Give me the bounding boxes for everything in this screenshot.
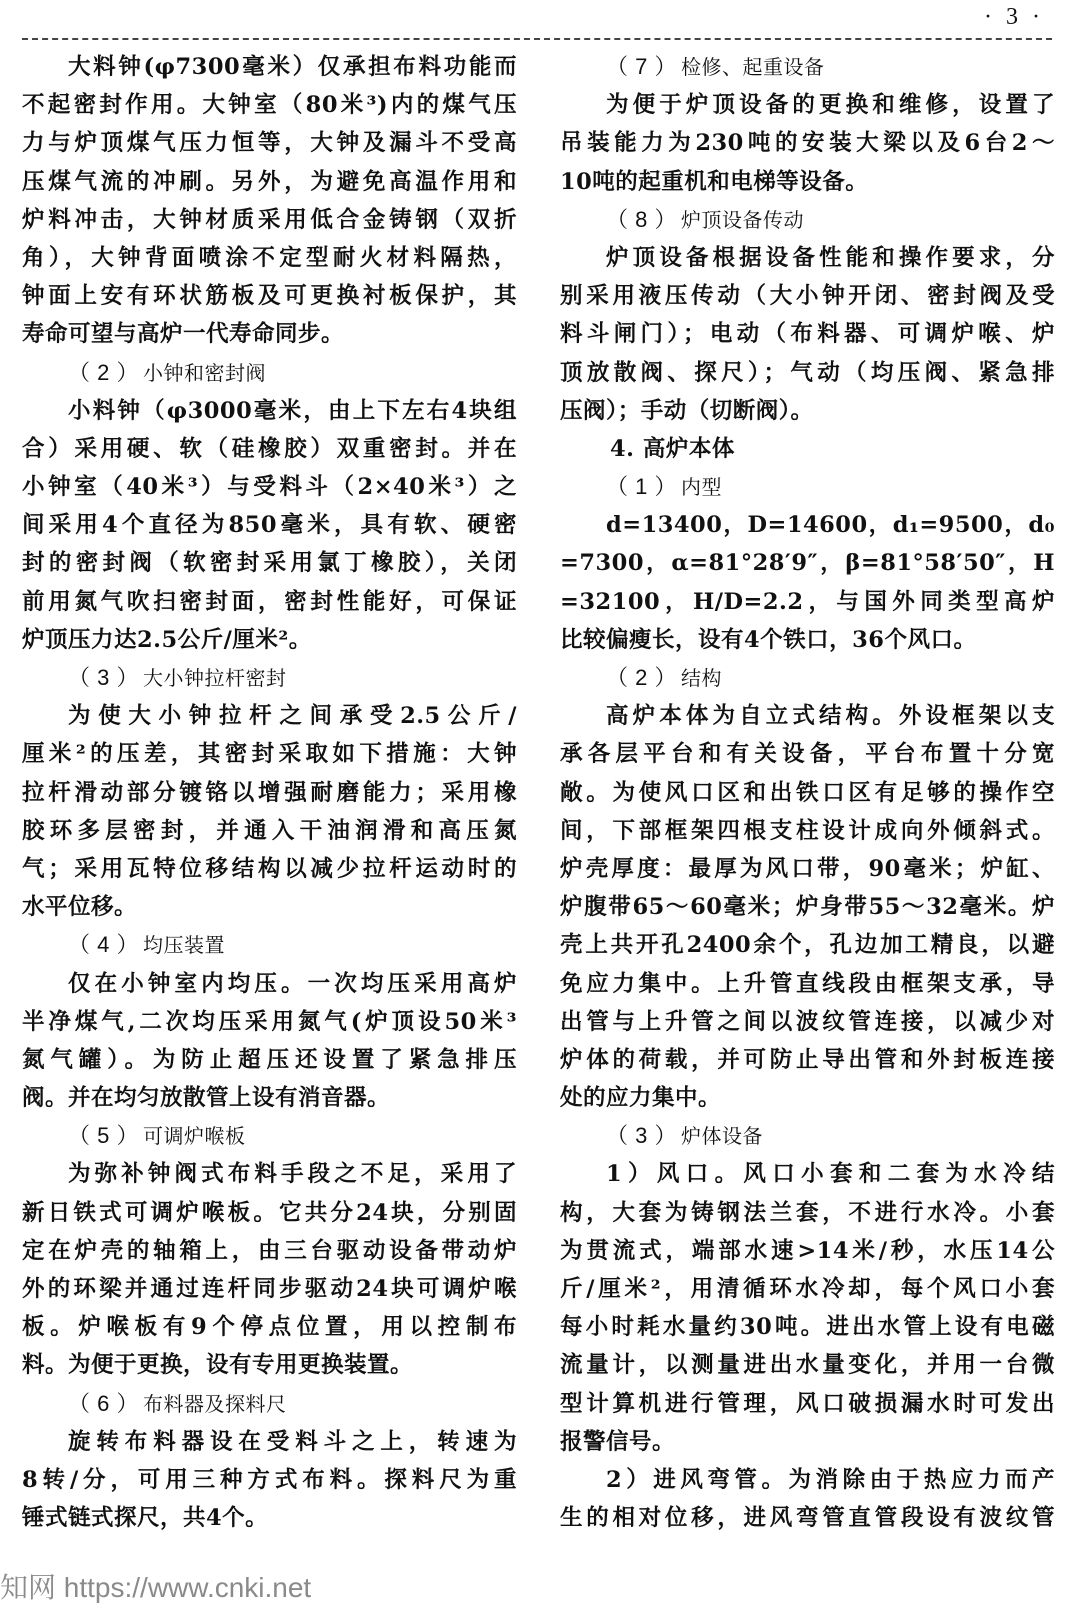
paragraph-first-line: 炉顶设备根据设备性能和操作要求，分	[606, 244, 1055, 271]
text-line: 力与炉顶煤气压力恒等，大钟及漏斗不受高	[22, 130, 517, 157]
subsection-title: 均压装置	[142, 933, 225, 958]
paragraph-first-line: 大料钟(φ7300毫米）仅承担布料功能而	[68, 54, 517, 80]
paragraph-first-line: 旋转布料器设在受料斗之上，转速为	[68, 1428, 517, 1455]
paragraph-last-line: 水平位移。	[22, 894, 138, 921]
subsection-title: 炉顶设备传动	[680, 207, 804, 232]
text-line: 半净煤气,二次均压采用氮气(炉顶设50米³	[22, 1008, 517, 1035]
text-line: 壳上共开孔2400余个，孔边加工精良，以避	[560, 932, 1055, 959]
text-line: 胶环多层密封，并通入干油润滑和高压氮	[22, 817, 517, 844]
right-column	[560, 48, 1055, 1537]
subsection-heading	[560, 201, 1055, 239]
subsection-heading	[22, 1117, 517, 1155]
text-line: 合）采用硬、软（硅橡胶）双重密封。并在	[22, 435, 517, 462]
text-line: 不起密封作用。大钟室（80米³)内的煤气压	[22, 92, 517, 119]
subsection-number: （ 8 ）	[606, 206, 677, 232]
text-line: 定在炉壳的轴箱上，由三台驱动设备带动炉	[22, 1237, 517, 1264]
cnki-watermark: 知网 https://www.cnki.net	[0, 1572, 312, 1603]
subsection-heading	[560, 1117, 1055, 1155]
paragraph-first-line: 为使大小钟拉杆之间承受2.5公斤/	[68, 703, 517, 730]
text-line: 8转/分，可用三种方式布料。探料尺为重	[22, 1466, 517, 1493]
header-rule	[22, 38, 1052, 40]
paragraph-last-line: 压阀）；手动（切断阀）。	[560, 397, 814, 424]
subsection-title: 可调炉喉板	[142, 1124, 246, 1149]
text-line: 外的环梁并通过连杆同步驱动24块可调炉喉	[22, 1276, 517, 1302]
subsection-number: （ 3 ）	[68, 665, 139, 690]
subsection-number: （ 5 ）	[68, 1123, 139, 1149]
text-line: 间，下部框架四根支柱设计成向外倾斜式。	[560, 817, 1055, 844]
paragraph-last-line: 锤式链式探尺，共4个。	[22, 1505, 269, 1532]
text-line: =7300，α=81°28′9″，β=81°58′50″，H	[560, 550, 1055, 577]
subsection-heading	[560, 468, 1055, 506]
subsection-title: 大小钟拉杆密封	[142, 666, 287, 690]
paragraph-first-line: d=13400，D=14600，d₁=9500，d₀	[606, 512, 1055, 539]
left-column	[22, 48, 517, 1537]
subsection-number: （ 2 ）	[68, 359, 139, 385]
subsection-number: （ 2 ）	[606, 665, 677, 690]
subsection-heading	[22, 1385, 517, 1423]
paragraph-first-line: 高炉本体为自立式结构。外设框架以支	[606, 703, 1055, 730]
paragraph-first-line: 小料钟（φ3000毫米，由上下左右4块组	[68, 397, 517, 424]
text-line: 炉体的荷载，并可防止导出管和外封板连接	[560, 1046, 1055, 1073]
text-line: 角），大钟背面喷涂不定型耐火材料隔热，	[22, 244, 517, 271]
subsection-heading	[560, 659, 1055, 697]
paragraph-last-line: 报警信号。	[560, 1428, 676, 1455]
paragraph-last-line: 寿命可望与高炉一代寿命同步。	[22, 321, 345, 348]
text-line: 氮气罐）。为防止超压还设置了紧急排压	[22, 1046, 517, 1073]
text-line: 炉腹带65～60毫米；炉身带55～32毫米。炉	[560, 894, 1055, 921]
subsection-heading	[22, 659, 517, 697]
text-line: 厘米²的压差，其密封采取如下措施：大钟	[22, 741, 517, 768]
subsection-heading	[22, 926, 517, 964]
paragraph-last-line: 阀。并在均匀放散管上设有消音器。	[22, 1085, 391, 1112]
subsection-title: 炉体设备	[680, 1124, 763, 1149]
text-line: 免应力集中。上升管直线段由框架支承，导	[560, 970, 1055, 997]
text-line: 钟面上安有环状筋板及可更换衬板保护，其	[22, 283, 517, 310]
text-line: 压煤气流的冲刷。另外，为避免高温作用和	[22, 168, 517, 195]
text-line: 为贯流式，端部水速>14米/秒，水压14公	[560, 1237, 1055, 1264]
paragraph-last-line: 炉顶压力达2.5公斤/厘米²。	[22, 626, 312, 653]
subsection-number: （ 3 ）	[606, 1123, 677, 1149]
text-line: =32100，H/D=2.2，与国外同类型高炉	[560, 588, 1055, 615]
paragraph-first-line: 2）进风弯管。为消除由于热应力而产	[606, 1466, 1055, 1493]
paragraph-first-line: 为弥补钟阀式布料手段之不足，采用了	[68, 1161, 517, 1188]
text-line: 斤/厘米²，用清循环水冷却，每个风口小套	[560, 1276, 1055, 1302]
text-line: 构，大套为铸钢法兰套，不进行水冷。小套	[560, 1199, 1055, 1226]
text-line: 间采用4个直径为850毫米，具有软、硬密	[22, 512, 517, 539]
text-line: 料斗闸门）；电动（布料器、可调炉喉、炉	[560, 321, 1055, 348]
text-line: 气；采用瓦特位移结构以减少拉杆运动时的	[22, 855, 517, 882]
text-line: 生的相对位移，进风弯管直管段设有波纹管	[560, 1505, 1055, 1532]
subsection-title: 小钟和密封阀	[142, 360, 266, 385]
subsection-heading	[22, 354, 517, 392]
subsection-title: 检修、起重设备	[680, 55, 825, 79]
subsection-title: 内型	[680, 475, 722, 500]
text-line: 顶放散阀、探尺）；气动（均压阀、紧急排	[560, 359, 1055, 386]
paragraph-first-line: 仅在小钟室内均压。一次均压采用高炉	[68, 970, 517, 997]
section-heading: 4. 高炉本体	[610, 435, 735, 462]
text-line: 每小时耗水量约30吨。进出水管上设有电磁	[560, 1314, 1055, 1341]
text-line: 封的密封阀（软密封采用氯丁橡胶），关闭	[22, 550, 517, 577]
paragraph-first-line: 为便于炉顶设备的更换和维修，设置了	[606, 92, 1055, 119]
subsection-number: （ 4 ）	[68, 932, 139, 958]
paragraph-last-line: 10吨的起重机和电梯等设备。	[560, 168, 869, 195]
text-line: 吊装能力为230吨的安装大梁以及6台2～	[560, 130, 1055, 157]
text-line: 承各层平台和有关设备，平台布置十分宽	[560, 741, 1055, 768]
text-line: 出管与上升管之间以波纹管连接，以减少对	[560, 1008, 1055, 1035]
text-line: 炉料冲击，大钟材质采用低合金铸钢（双折	[22, 206, 517, 233]
text-line: 流量计，以测量进出水量变化，并用一台微	[560, 1352, 1055, 1379]
page-number: · 3 ·	[984, 4, 1044, 30]
subsection-title: 结构	[680, 666, 722, 690]
paragraph-last-line: 处的应力集中。	[560, 1085, 722, 1112]
subsection-number: （ 7 ）	[606, 54, 677, 79]
text-line: 炉壳厚度：最厚为风口带，90毫米；炉缸、	[560, 855, 1055, 882]
text-line: 型计算机进行管理，风口破损漏水时可发出	[560, 1390, 1055, 1417]
subsection-number: （ 6 ）	[68, 1390, 139, 1416]
subsection-title: 布料器及探料尺	[142, 1391, 287, 1416]
paragraph-first-line: 1）风口。风口小套和二套为水冷结	[606, 1161, 1055, 1188]
subsection-heading	[560, 48, 1055, 86]
text-line: 敞。为使风口区和出铁口区有足够的操作空	[560, 779, 1055, 806]
paragraph-last-line: 料。为便于更换，设有专用更换装置。	[22, 1352, 414, 1379]
text-line: 新日铁式可调炉喉板。它共分24块，分别固	[22, 1199, 517, 1226]
text-line: 小钟室（40米³）与受料斗（2×40米³）之	[22, 474, 517, 501]
text-line: 别采用液压传动（大小钟开闭、密封阀及受	[560, 283, 1055, 310]
text-line: 拉杆滑动部分镀铬以增强耐磨能力；采用橡	[22, 779, 517, 806]
subsection-number: （ 1 ）	[606, 474, 677, 500]
text-line: 前用氮气吹扫密封面，密封性能好，可保证	[22, 588, 517, 615]
text-line: 板。炉喉板有9个停点位置，用以控制布	[22, 1314, 517, 1341]
paragraph-last-line: 比较偏瘦长，设有4个铁口，36个风口。	[560, 626, 977, 653]
